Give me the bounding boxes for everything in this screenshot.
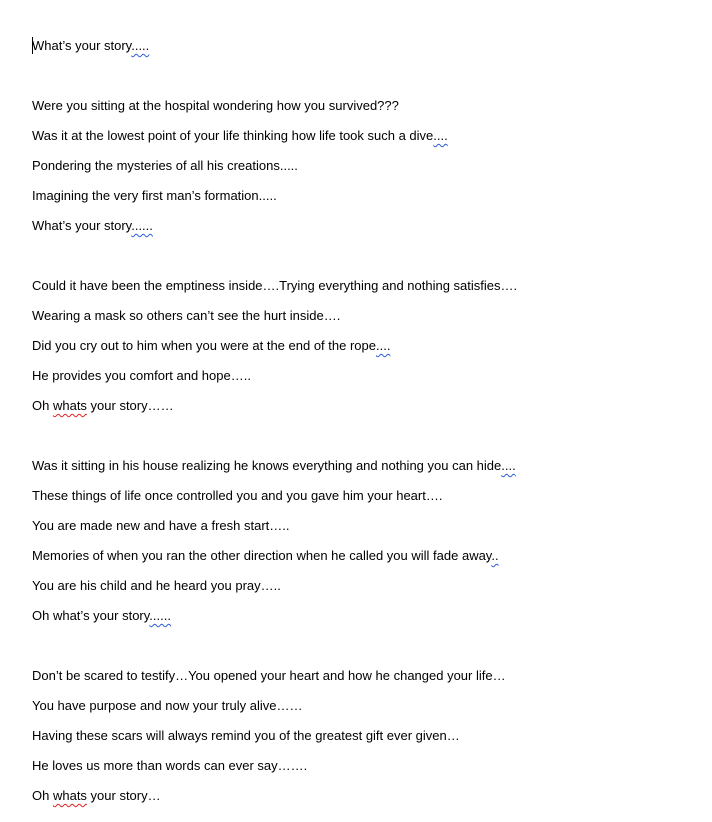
- poem-line: [32, 367, 251, 385]
- line-text: Oh: [32, 398, 53, 413]
- poem-line: [32, 307, 340, 325]
- poem-line: [32, 667, 506, 685]
- line-text: Imagining the very first man’s formation.....: [32, 188, 277, 203]
- line-text: your story…: [86, 788, 161, 803]
- poem-line: [32, 517, 290, 535]
- poem-line: [32, 97, 399, 115]
- poem-line: [32, 787, 161, 805]
- poem-line: [32, 547, 499, 565]
- poem-line: [32, 757, 307, 775]
- poem-line: [32, 727, 460, 745]
- line-text: He provides you comfort and hope…..: [32, 368, 251, 383]
- poem-line: [32, 487, 442, 505]
- grammar-flag[interactable]: ....: [375, 338, 391, 353]
- poem-line: [32, 337, 390, 355]
- grammar-flag[interactable]: ....: [433, 128, 448, 143]
- line-text: Did you cry out to him when you were at the end of the rope: [32, 338, 376, 353]
- poem-line: [32, 157, 298, 175]
- poem-line: [32, 457, 516, 475]
- line-text: He loves us more than words can ever say…….: [32, 758, 308, 773]
- line-text: Was it at the lowest point of your life thinking how life took such a dive: [32, 128, 434, 143]
- line-text: Memories of when you ran the other direction when he called you will fade away: [32, 548, 492, 563]
- line-text: Pondering the mysteries of all his creations.....: [32, 158, 298, 173]
- poem-line: [32, 187, 277, 205]
- line-text: What’s your story: [32, 38, 132, 53]
- grammar-flag[interactable]: ..: [491, 548, 499, 563]
- poem-line: [32, 37, 149, 55]
- poem-line: [32, 217, 153, 235]
- poem-line: [32, 577, 281, 595]
- poem-line: [32, 697, 303, 715]
- line-text: Don’t be scared to testify…You opened your heart and how he changed your life…: [32, 668, 506, 683]
- poem-line: [32, 277, 517, 295]
- poem-line: [32, 127, 448, 145]
- line-text: Was it sitting in his house realizing he knows everything and nothing you can hide: [32, 458, 502, 473]
- line-text: You are his child and he heard you pray…..: [32, 578, 281, 593]
- line-text: Wearing a mask so others can’t see the hurt inside….: [32, 308, 341, 323]
- line-text: Could it have been the emptiness inside….Trying everything and nothing satisfies….: [32, 278, 518, 293]
- line-text: Oh what’s your story: [32, 608, 150, 623]
- grammar-flag[interactable]: ....: [501, 458, 516, 473]
- line-text: Oh: [32, 788, 53, 803]
- poem-line: [32, 607, 171, 625]
- spelling-flag[interactable]: whats: [52, 398, 87, 413]
- grammar-flag[interactable]: ......: [131, 218, 153, 233]
- line-text: You are made new and have a fresh start…..: [32, 518, 290, 533]
- poem-line: [32, 397, 174, 415]
- line-text: What’s your story: [32, 218, 132, 233]
- line-text: These things of life once controlled you and you gave him your heart….: [32, 488, 443, 503]
- line-text: You have purpose and now your truly alive……: [32, 698, 303, 713]
- line-text: Were you sitting at the hospital wondering how you survived???: [32, 98, 399, 113]
- grammar-flag[interactable]: .....: [131, 38, 150, 53]
- line-text: your story……: [86, 398, 174, 413]
- line-text: Having these scars will always remind you of the greatest gift ever given…: [32, 728, 460, 743]
- grammar-flag[interactable]: ......: [149, 608, 171, 623]
- spelling-flag[interactable]: whats: [52, 788, 87, 803]
